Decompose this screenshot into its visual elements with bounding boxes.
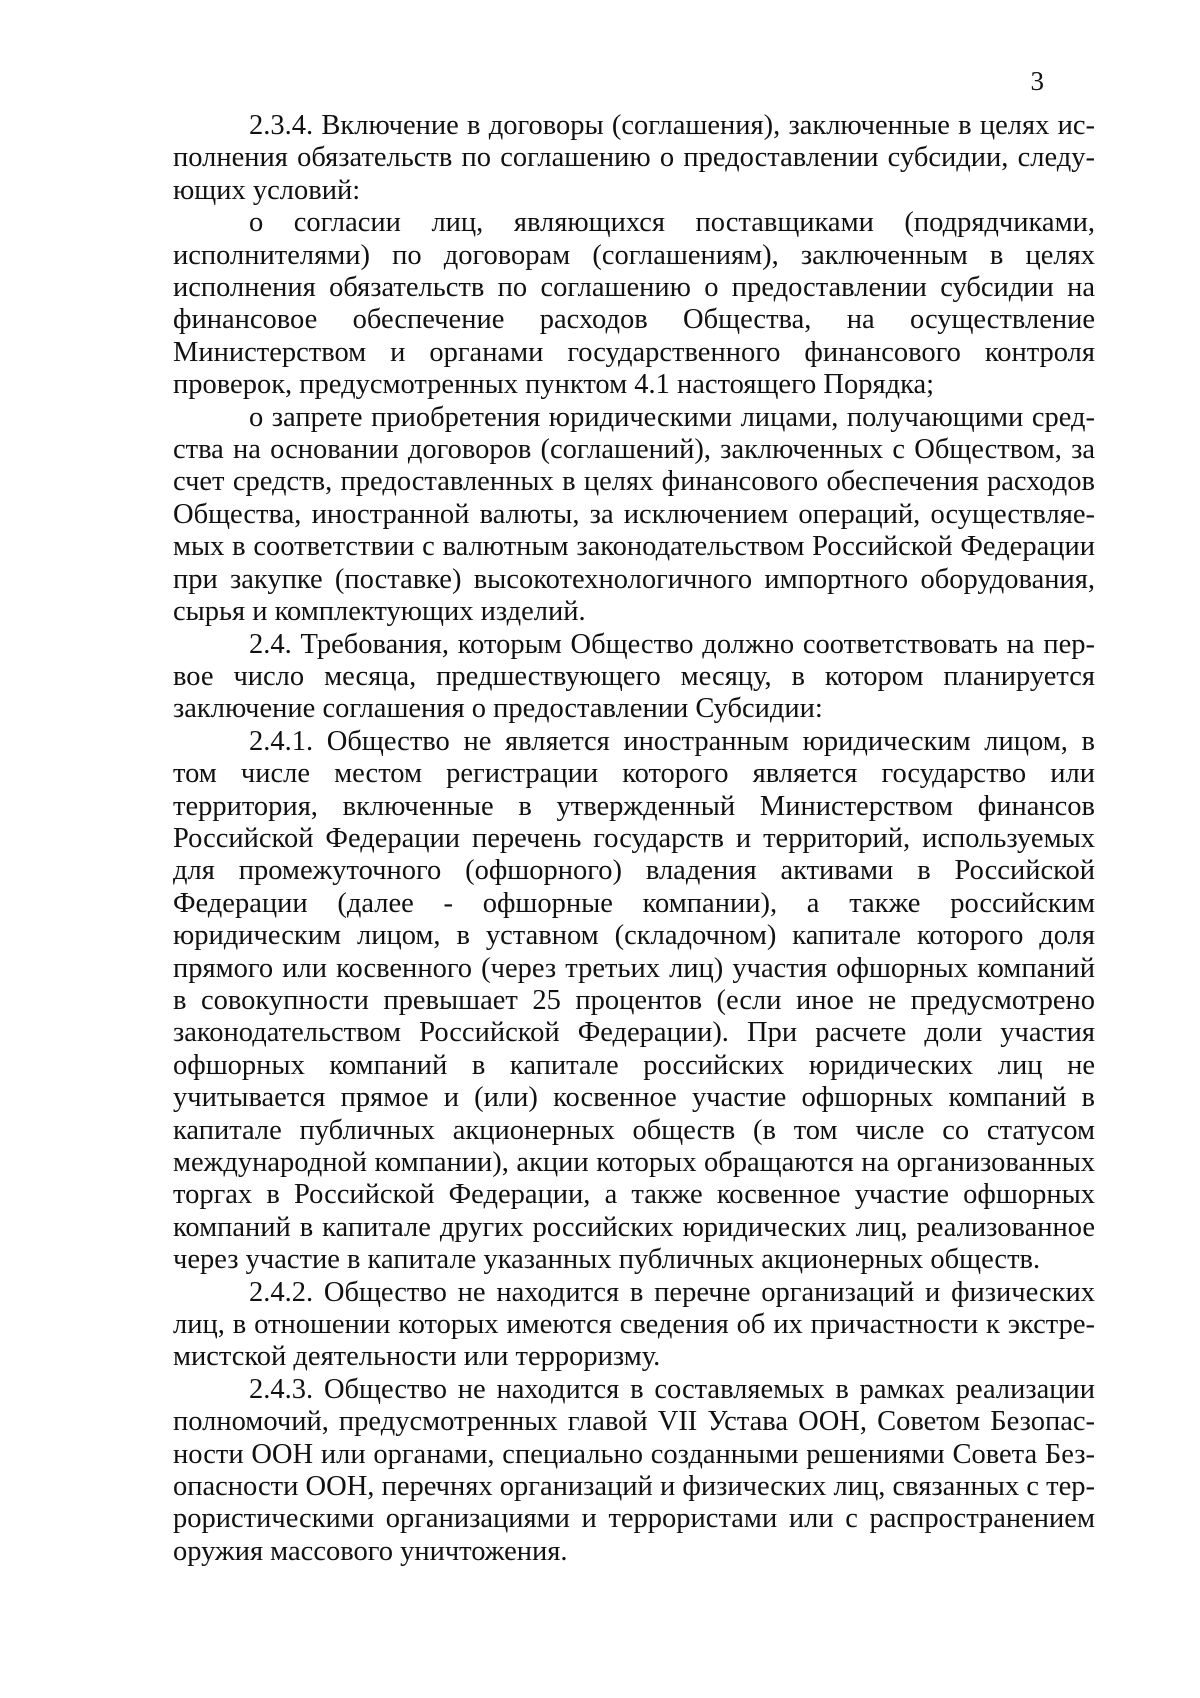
page-number: 3	[1030, 66, 1044, 96]
paragraph-2-4: 2.4. Требования, которым Общество должно соответствовать на первое число месяца, предшествующего месяцу, в котором планируется заключение соглашения о предоставлении Субсидии:	[173, 628, 1095, 725]
paragraph-2-4-1: 2.4.1. Общество не является иностранным юридическим лицом, в том числе местом регистрации которого является государство или территория, включенные в утвержденный Министерством финансов Российской Федерации перечень государств и территорий, используемых для промежуточного (офшорного) владения активами в Российской Федерации (далее - офшорные компании), а также российским юридическим лицом, в уставном (складочном) капитале которого доля прямого или косвенного (через третьих лиц) участия офшорных компаний в совокупности превышает 25 процентов (если иное не предусмотрено законодательством Российской Федерации). При расчете доли участия офшорных компаний в капитале российских юридических лиц не учитывается прямое и (или) косвенное участие офшорных компаний в капитале публичных акционерных обществ (в том числе со статусом международной компании), акции которых обращаются на организованных торгах в Российской Федерации, а также косвенное участие офшорных компаний в капитале других российских юридических лиц, реализованное через участие в капитале указанных публичных акционерных обществ.	[173, 725, 1095, 1276]
paragraph-2-3-4: 2.3.4. Включение в договоры (соглашения), заключенные в целях исполнения обязательств по соглашению о предоставлении субсидии, следующих условий:	[173, 110, 1095, 206]
paragraph-2-4-3: 2.4.3. Общество не находится в составляемых в рамках реализации полномочий, предусмотренных главой VII Устава ООН, Советом Безопасности ООН или органами, специально созданными решениями Совета Безопасности ООН, перечнях организаций и физических лиц, связанных с террористическими организациями и террористами или с распространением оружия массового уничтожения.	[173, 1373, 1095, 1567]
paragraph-currency-ban: о запрете приобретения юридическими лицами, получающими средства на основании договоров (соглашений), заключенных с Обществом, за счет средств, предоставленных в целях финансового обеспечения расходов Общества, иностранной валюты, за исключением операций, осуществляемых в соответствии с валютным законодательством Российской Федерации при закупке (поставке) высокотехнологичного импортного оборудования, сырья и комплектующих изделий.	[173, 401, 1095, 628]
document-body	[173, 110, 1095, 1568]
paragraph-2-4-2: 2.4.2. Общество не находится в перечне организаций и физических лиц, в отношении которых имеются сведения об их причастности к экстремистской деятельности или терроризму.	[173, 1276, 1095, 1373]
paragraph-supplier-consent: о согласии лиц, являющихся поставщиками (подрядчиками, исполнителями) по договорам (соглашениям), заключенным в целях исполнения обязательств по соглашению о предоставлении субсидии на финансовое обеспечение расходов Общества, на осуществление Министерством и органами государственного финансового контроля проверок, предусмотренных пунктом 4.1 настоящего Порядка;	[173, 207, 1095, 401]
